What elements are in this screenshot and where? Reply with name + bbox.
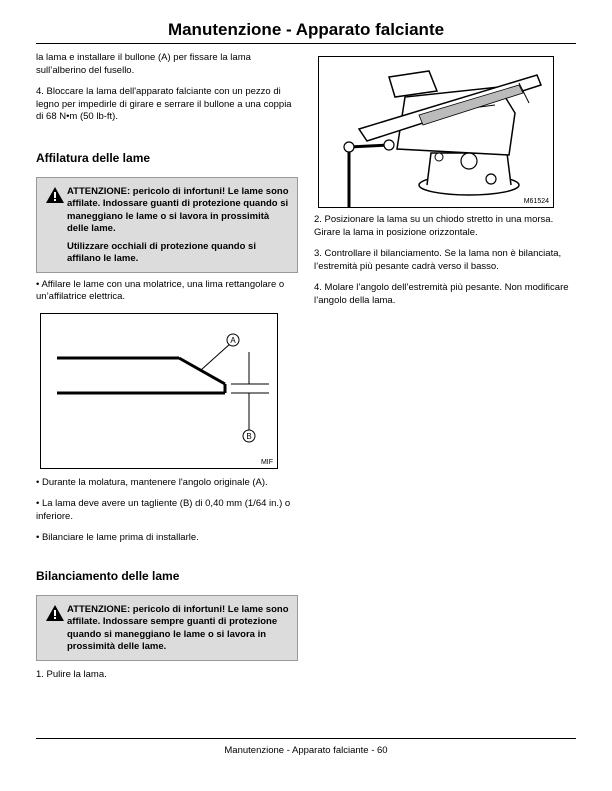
callout-b: B <box>246 431 252 441</box>
step-check-balance: 3. Controllare il bilanciamento. Se la lama non è bilanciata, l’estremità più pesante cadrà verso il basso. <box>314 248 562 272</box>
footer-rule <box>36 738 576 739</box>
step-position-blade: 2. Posizionare la lama su un chiodo stretto in una morsa. Girare la lama in posizione orizzontale. <box>314 214 554 238</box>
intro-paragraph-2: 4. Bloccare la lama dell'apparato falciante con un pezzo di legno per impedirle di girare e serrare il bullone a una coppia di 68 N•m (50 lb-ft). <box>36 86 292 122</box>
blade-angle-figure <box>40 313 278 469</box>
warning-triangle-icon <box>45 186 67 266</box>
warning-extra-text: Utilizzare occhiali di protezione quando si affilano le lame. <box>67 240 256 264</box>
bullet-sharpen-tools: • Affilare le lame con una molatrice, una lima rettangolare o un’affilatrice elettrica. <box>36 278 285 302</box>
warning-triangle-icon <box>45 604 67 654</box>
page-footer: Manutenzione - Apparato falciante - 60 <box>224 745 388 756</box>
warning-box-sharpening <box>36 177 298 273</box>
warning-text: ATTENZIONE: pericolo di infortuni! Le lame sono affilate. Indossare sempre guanti di protezione quando si maneggiano le lame o si lavora in prossimità delle lame. <box>67 603 289 652</box>
blade-angle-diagram <box>41 314 277 468</box>
bullet-keep-angle: • Durante la molatura, mantenere l'angolo originale (A). <box>36 476 268 488</box>
intro-paragraph-1: la lama e installare il bullone (A) per fissare la lama sull’alberino del fusello. <box>36 52 251 76</box>
figure-caption: M61524 <box>523 198 549 205</box>
section-title-balancing: Bilanciamento delle lame <box>36 568 180 583</box>
page-title: Manutenzione - Apparato falciante <box>167 20 445 39</box>
step-grind-corner: 4. Molare l’angolo dell’estremità più pesante. Non modificare l’angolo della lama. <box>314 282 569 306</box>
figure-caption: MIF <box>260 458 273 466</box>
bullet-balance: • Bilanciare le lame prima di installarle. <box>36 532 199 543</box>
bullet-edge-thickness: • La lama deve avere un tagliente (B) di 0,40 mm (1/64 in.) o inferiore. <box>36 498 291 522</box>
callout-a: A <box>230 335 236 345</box>
warning-box-balancing <box>36 595 298 661</box>
left-column <box>36 52 298 690</box>
vise-figure <box>318 56 554 208</box>
right-column <box>314 56 576 316</box>
vise-illustration <box>319 57 553 207</box>
section-title-sharpening: Affilatura delle lame <box>36 150 151 165</box>
header-rule <box>36 43 576 44</box>
step-clean-blade: 1. Pulire la lama. <box>36 668 107 680</box>
warning-text: ATTENZIONE: pericolo di infortuni! Le lame sono affilate. Indossare guanti di protezione quando si maneggiano le lame o si lavora in prossimità delle lame. <box>67 185 289 234</box>
